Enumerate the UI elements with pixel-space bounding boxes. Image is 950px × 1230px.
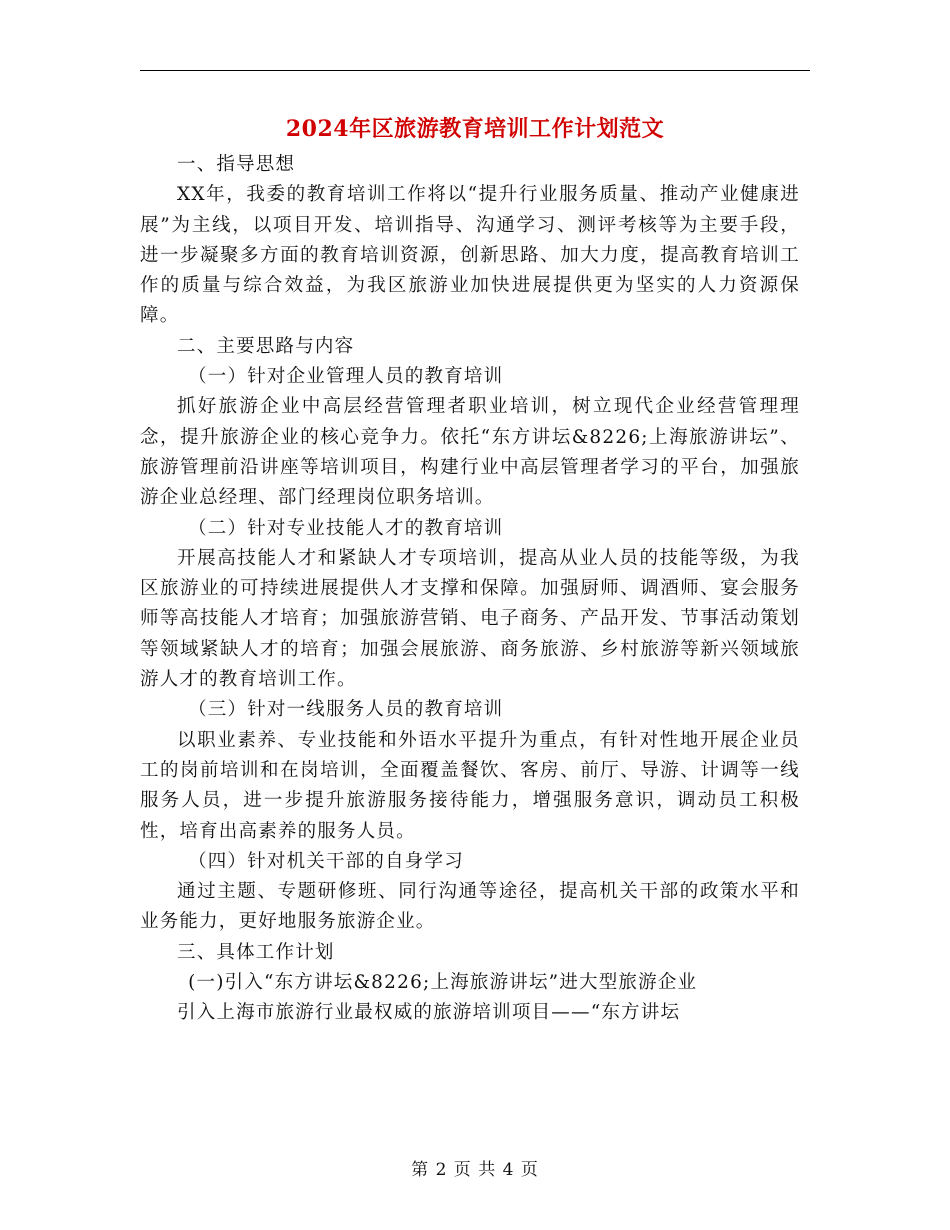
paragraph-management-training: 抓好旅游企业中高层经营管理者职业培训，树立现代企业经营管理理念，提升旅游企业的核心竞争力。依托“东方讲坛&8226;上海旅游讲坛”、旅游管理前沿讲座等培训项目，构建行业中高层管理者学习的平台，加强旅游企业总经理、部门经理岗位职务培训。 <box>140 396 800 509</box>
page-footer: 第 2 页 共 4 页 <box>411 1160 539 1180</box>
subheading-skills-training: （二）针对专业技能人才的教育培训 <box>188 517 504 539</box>
document-title: 2024年区旅游教育培训工作计划范文 <box>285 116 665 142</box>
subheading-frontline-training: （三）针对一线服务人员的教育培训 <box>188 699 504 721</box>
paragraph-guiding-thought: XX年，我委的教育培训工作将以“提升行业服务质量、推动产业健康进展”为主线，以项目开发、培训指导、沟通学习、测评考核等为主要手段，进一步凝聚多方面的教育培训资源，创新思路、加大力度，提高教育培训工作的质量与综合效益，为我区旅游业加快进展提供更为坚实的人力资源保障。 <box>140 184 800 327</box>
heading-work-plan: 三、具体工作计划 <box>177 941 335 963</box>
heading-main-ideas: 二、主要思路与内容 <box>177 335 355 357</box>
heading-guiding-thought: 一、指导思想 <box>177 154 296 175</box>
paragraph-eastern-forum: 引入上海市旅游行业最权威的旅游培训项目——“东方讲坛 <box>177 1002 681 1024</box>
subheading-cadre-learning: （四）针对机关干部的自身学习 <box>188 850 464 872</box>
subheading-management-training: （一）针对企业管理人员的教育培训 <box>188 366 504 388</box>
paragraph-skills-training: 开展高技能人才和紧缺人才专项培训，提高从业人员的技能等级，为我区旅游业的可持续进展提供人才支撑和保障。加强厨师、调酒师、宴会服务师等高技能人才培育；加强旅游营销、电子商务、产品开发、节事活动策划等领域紧缺人才的培育；加强会展旅游、商务旅游、乡村旅游等新兴领域旅游人才的教育培训工作。 <box>140 547 800 691</box>
document-body <box>140 150 800 1029</box>
paragraph-cadre-learning: 通过主题、专题研修班、同行沟通等途径，提高机关干部的政策水平和业务能力，更好地服务旅游企业。 <box>140 881 800 933</box>
paragraph-frontline-training: 以职业素养、专业技能和外语水平提升为重点，有针对性地开展企业员工的岗前培训和在岗培训，全面覆盖餐饮、客房、前厅、导游、计调等一线服务人员，进一步提升旅游服务接待能力，增强服务意识，调动员工积极性，培育出高素养的服务人员。 <box>140 729 800 842</box>
subheading-eastern-forum: (一)引入“东方讲坛&8226;上海旅游讲坛”进大型旅游企业 <box>188 972 698 994</box>
header-rule <box>140 70 810 71</box>
